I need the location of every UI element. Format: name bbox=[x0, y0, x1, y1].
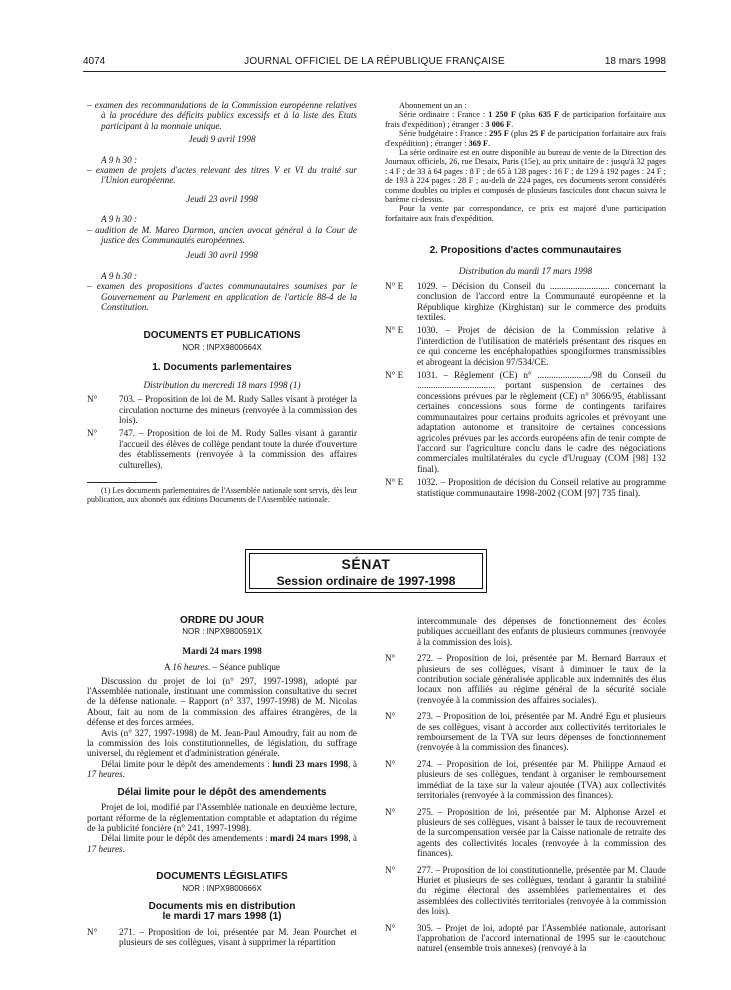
agenda-date: Jeudi 23 avril 1998 bbox=[186, 193, 258, 204]
entry-prefix: N° E bbox=[385, 325, 404, 336]
deadline-text: Délai limite pour le dépôt des amendements : lundi 23 mars 1998, à 17 heures. bbox=[87, 758, 358, 780]
entry-text: 273. – Proposition de loi, présentée par M. André Egu et plusieurs de ses collègues, visant à accorder aux collectivités territoriales le remboursement de la TVA sur leurs dépenses de fonctionnement (renvoyée à la commission des finances). bbox=[417, 711, 666, 753]
agenda-item: – examen de projets d'actes relevant des titres V et VI du traité sur l'Union européenne. bbox=[87, 165, 357, 186]
entry-text: 305. – Projet de loi, adopté par l'Assemblée nationale, autorisant l'approbation de l'accord international de 1995 sur le caoutchouc naturel (ensemble trois annexes) (renvoyé à la bbox=[417, 922, 666, 954]
agenda-time: A 9 h 30 : bbox=[101, 214, 138, 225]
agenda-time: A 9 h 30 : bbox=[101, 154, 138, 165]
sitting-date: Mardi 24 mars 1998 bbox=[182, 645, 262, 656]
left-bottom-column bbox=[87, 616, 357, 948]
act-entry bbox=[385, 325, 666, 367]
subsection-title-line2: le mardi 17 mars 1998 (1) bbox=[162, 911, 282, 923]
entry-text: 1030. – Projet de décision de la Commission relative à l'interdiction de l'utilisation de matériels présentant des risques en ce qui concerne les encéphalopathies spongiformes transmissibles et abrogeant la décision 97/534/CE. bbox=[417, 325, 666, 367]
footnote-rule bbox=[87, 482, 157, 483]
agenda-item: – examen des recommandations de la Commission européenne relatives à la procédure des déficits publics excessifs et à la liste des Etats participant à la monnaie unique. bbox=[87, 100, 357, 131]
distribution-date: Distribution du mardi 17 mars 1998 bbox=[458, 266, 593, 277]
right-top-column-acts bbox=[385, 246, 666, 498]
entry-prefix: N° E bbox=[385, 370, 404, 381]
entry-prefix: N° bbox=[87, 394, 98, 405]
entry-text: 747. – Proposition de loi de M. Rudy Salles visant à garantir l'accueil des élèves de collège pendant toute la durée d'ouverture des établissements (renvoyée à la commission des affaires culturelles). bbox=[119, 428, 357, 470]
agenda-item: – audition de M. Mareo Darmon, ancien avocat général à la Cour de justice des Communautés européennes. bbox=[87, 224, 357, 246]
sitting-time: A 16 heures. – Séance publique bbox=[163, 662, 281, 673]
header-rule bbox=[83, 71, 666, 72]
subsection-title: Documents mis en distribution bbox=[148, 900, 296, 912]
document-entry bbox=[385, 865, 666, 917]
mail-order-info: Pour la vente par correspondance, ce prix est majoré d'une participation forfaitaire aux frais d'expédition. bbox=[385, 204, 666, 223]
entry-text: 275. – Proposition de loi, présentée par M. Alphonse Arzel et plusieurs de ses collègues, visant à baisser le taux de recouvrement de la surcompensation versée par la Caisse nationale de retraite des agents des collectivités locales (renvoyée à la commission des finances). bbox=[417, 806, 666, 859]
entry-prefix: N° bbox=[385, 653, 396, 664]
section-title: DOCUMENTS LÉGISLATIFS bbox=[156, 871, 288, 883]
page-number: 4074 bbox=[83, 56, 106, 67]
distribution-date: Distribution du mercredi 18 mars 1998 (1) bbox=[143, 379, 301, 390]
entry-text: 271. – Proposition de loi, présentée par M. Jean Pourchet et plusieurs de ses collègues, visant à supprimer la répartition bbox=[119, 926, 357, 948]
document-entry bbox=[385, 653, 666, 705]
entry-prefix: N° bbox=[385, 864, 396, 875]
nor-reference: NOR : INPX9800664X bbox=[182, 342, 262, 352]
subscription-budget: Série budgétaire : France : 295 F (plus 25 F de participation forfaitaire aux frais d'expédition) ; étranger : 369 F. bbox=[385, 129, 666, 148]
opinion-text: Avis (n° 327, 1997-1998) de M. Jean-Paul Amoudry, fait au nom de la commission des lois constitutionnelles, de législation, du suffrage universel, du règlement et d'administration générale. bbox=[87, 727, 357, 759]
document-entry bbox=[87, 394, 357, 425]
session-title: Session ordinaire de 1997-1998 bbox=[276, 574, 456, 588]
right-bottom-column bbox=[385, 616, 666, 954]
journal-title: JOURNAL OFFICIEL DE LA RÉPUBLIQUE FRANÇAISE bbox=[244, 56, 505, 67]
entry-prefix: N° E bbox=[385, 477, 404, 488]
entry-text: 277. – Proposition de loi constitutionnelle, présentée par M. Claude Huriet et plusieurs de ses collègues, tendant à garantir la stabilité du régime électoral des assemblées parlementaires et des assemblées des collectivités territoriales (renvoyée à la commission des lois). bbox=[417, 864, 666, 917]
entry-continuation: intercommunale des dépenses de fonctionnement des écoles publiques accueillant des enfants de plusieurs communes (renvoyée à la commission des lois). bbox=[417, 616, 666, 647]
senat-banner-inner-frame bbox=[249, 553, 483, 589]
footnote: (1) Les documents parlementaires de l'Assemblée nationale sont servis, dès leur publication, aux abonnés aux éditions Documents de l'Assemblée nationale. bbox=[87, 485, 357, 504]
entry-text: 272. – Proposition de loi, présentée par M. Bernard Barraux et plusieurs de ses collègues, visant à diminuer le taux de la contribution sociale généralisée applicable aux indemnités des élus locaux non affiliés au régime général de la sécurité sociale (renvoyée à la commission des affaires sociales). bbox=[417, 653, 666, 705]
document-entry bbox=[385, 807, 666, 859]
right-top-column bbox=[385, 101, 666, 223]
act-entry bbox=[385, 477, 666, 498]
bill-text: Projet de loi, modifié par l'Assemblée nationale en deuxième lecture, portant réforme de la réglementation comptable et adaptation du régime de la publicité foncière (n° 241, 1997-1998). bbox=[87, 802, 357, 833]
nor-reference: NOR : INPX9800591X bbox=[182, 627, 262, 637]
entry-text: 274. – Proposition de loi, présentée par M. Philippe Arnaud et plusieurs de ses collègues, tendant à organiser le remboursement immédiat de la taxe sur la valeur ajoutée (TVA) aux collectivités territoriales (renvoyée à la commission des finances). bbox=[417, 758, 666, 801]
section-title: DOCUMENTS ET PUBLICATIONS bbox=[143, 329, 301, 341]
sale-info: La série ordinaire est en outre disponible au bureau de vente de la Direction des Journaux officiels, 26, rue Desaix, Paris (15e), au prix unitaire de : jusqu'à 32 pages : 4 F ; de 33 à 64 pages : 8 F ; de 65 à 128 pages : 16 F ; de 129 à 192 pages : 24 F ; de 193 à 224 pages : 28 F ; au-delà de 224 pages, ces documents seront considérés comme doubles ou triples et composés de plusieurs fascicules dont chacun suivra le barème ci-dessus. bbox=[385, 148, 666, 205]
page-header bbox=[83, 56, 666, 72]
agenda-time: A 9 h 30 : bbox=[101, 270, 138, 281]
deadline-text: Délai limite pour le dépôt des amendements : mardi 24 mars 1998, à 17 heures. bbox=[87, 833, 358, 854]
document-entry bbox=[87, 428, 357, 470]
document-entry bbox=[385, 711, 666, 753]
entry-prefix: N° bbox=[385, 922, 396, 933]
entry-prefix: N° bbox=[385, 711, 396, 722]
agenda-item: – examen des propositions d'actes communautaires soumises par le Gouvernement au Parlement en application de l'article 88-4 de la Constitution. bbox=[87, 281, 357, 313]
entry-text: 703. – Proposition de loi de M. Rudy Salles visant à protéger la circulation nocturne des mineurs (renvoyée à la commission des lois). bbox=[119, 394, 357, 425]
document-entry bbox=[385, 923, 666, 954]
act-entry bbox=[385, 370, 666, 474]
act-entry bbox=[385, 281, 666, 323]
entry-prefix: N° bbox=[385, 758, 396, 769]
section-title: ORDRE DU JOUR bbox=[180, 615, 264, 626]
subscription-ordinary: Série ordinaire : France : 1 250 F (plus 635 F de participation forfaitaire aux frais d'expédition) ; étranger : 3 006 F. bbox=[385, 110, 667, 129]
entry-prefix: N° bbox=[385, 806, 396, 817]
subsection-title: Délai limite pour le dépôt des amendements bbox=[117, 786, 327, 798]
debate-text: Discussion du projet de loi (n° 297, 1997-1998), adopté par l'Assemblée nationale, instituant une commission consultative du secret de la défense nationale. – Rapport (n° 337, 1997-1998) de M. Nicolas About, fait au nom de la commission des affaires étrangères, de la défense et des forces armées. bbox=[87, 675, 357, 728]
entry-prefix: N° bbox=[87, 926, 98, 937]
agenda-date: Jeudi 9 avril 1998 bbox=[188, 134, 256, 145]
entry-prefix: N° bbox=[87, 428, 98, 439]
subsection-title: 2. Propositions d'actes communautaires bbox=[429, 245, 622, 256]
entry-text: 1031. – Règlement (CE) n° ......................./98 du Conseil du .................................. portant suspension de certaines des concessions prévues par le règlement (CE) n° 3066/95, établissant certaines concessions sous forme de contingents tarifaires communautaires pour certains produits agricoles et prévoyant une adaptation autonome et transitoire de certaines concessions agricoles prévues par les accords européens afin de tenir compte de l'accord sur l'agriculture conclu dans le cadre des négociations commerciales multilatérales du cycle d'Uruguay (COM [98] 132 final). bbox=[417, 370, 666, 474]
subscription-label: Abonnement un an : bbox=[399, 101, 467, 110]
senat-banner bbox=[245, 549, 487, 593]
subsection-title: 1. Documents parlementaires bbox=[152, 362, 292, 374]
entry-text: 1029. – Décision du Conseil du .......................... concernant la conclusion de l'accord entre la Communauté européenne et la République kirghize (Kirghistan) sur le commerce des produits textiles. bbox=[417, 280, 666, 323]
entry-prefix: N° E bbox=[385, 280, 404, 291]
left-top-column bbox=[87, 100, 357, 504]
document-entry bbox=[87, 927, 357, 948]
senat-title: SÉNAT bbox=[341, 556, 391, 572]
nor-reference: NOR : INPX9800666X bbox=[182, 883, 262, 893]
document-entry bbox=[385, 759, 666, 801]
agenda-date: Jeudi 30 avril 1998 bbox=[186, 250, 258, 261]
entry-text: 1032. – Proposition de décision du Conseil relative au programme statistique communautaire 1998-2002 (COM [97] 735 final). bbox=[417, 477, 666, 498]
issue-date: 18 mars 1998 bbox=[604, 56, 666, 67]
